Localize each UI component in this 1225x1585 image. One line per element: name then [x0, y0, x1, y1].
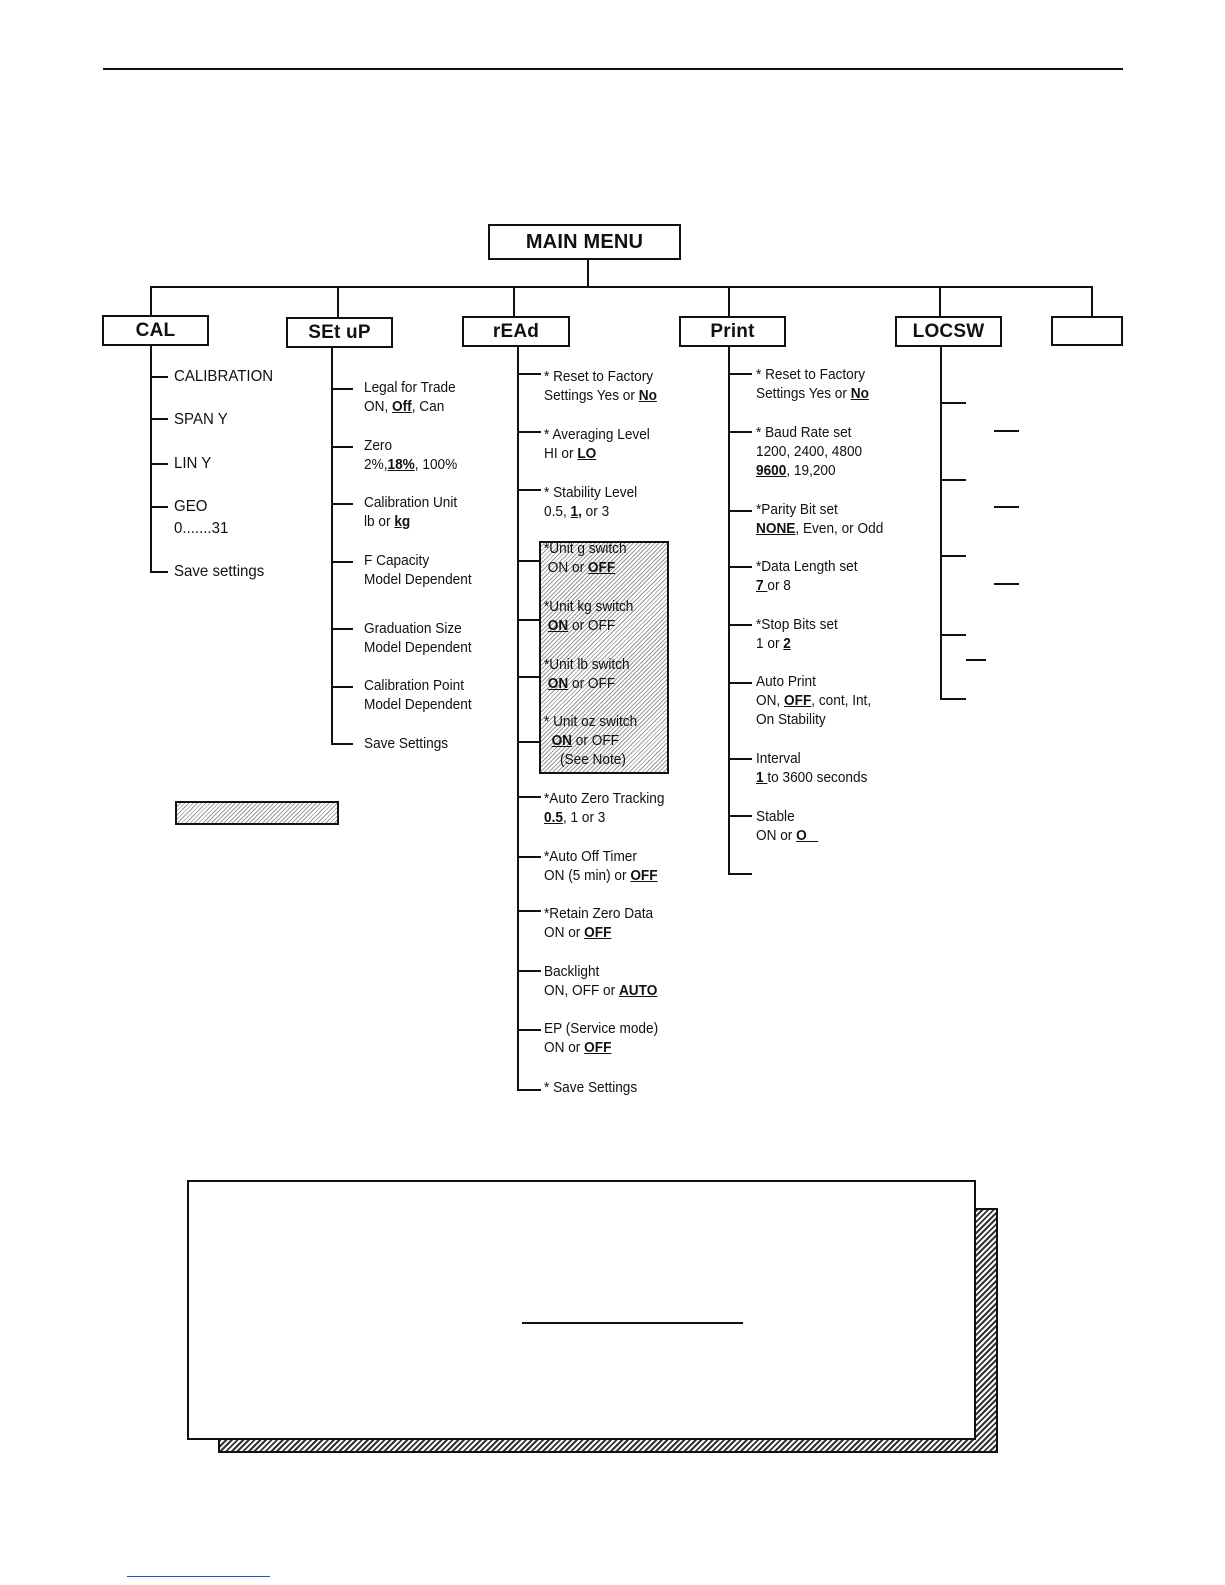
- setup-item: Calibration Point Model Dependent: [364, 678, 472, 713]
- main-bus: [150, 286, 1093, 288]
- cal-item: GEO: [174, 498, 208, 515]
- footnote-rule: [127, 1576, 270, 1577]
- locsw-underline: [994, 583, 1019, 585]
- print-label: Print: [710, 320, 755, 342]
- cal-tick: [150, 506, 168, 508]
- print-spine: [728, 347, 730, 874]
- setup-tick: [331, 446, 353, 448]
- print-tick: [728, 758, 752, 760]
- setup-item: Calibration Unit lb or kg: [364, 495, 458, 530]
- setup-tick: [331, 503, 353, 505]
- read-tick: [517, 1029, 541, 1031]
- setup-label: SEt uP: [308, 321, 371, 343]
- read-item: *Unit lb switch ON or OFF: [544, 657, 630, 692]
- cal-item: 0.......31: [174, 520, 229, 537]
- read-tick: [517, 741, 541, 743]
- setup-item: F Capacity Model Dependent: [364, 553, 472, 588]
- cal-tick: [150, 463, 168, 465]
- read-tick: [517, 856, 541, 858]
- print-tick: [728, 510, 752, 512]
- drop-print: [728, 286, 730, 316]
- print-box: [679, 316, 786, 347]
- print-tick: [728, 624, 752, 626]
- read-item: * Save Settings: [544, 1080, 638, 1096]
- cal-tick: [150, 571, 168, 573]
- read-item: *Retain Zero Data ON or OFF: [544, 906, 654, 941]
- locsw-label: LOCSW: [912, 320, 985, 342]
- locsw-underline: [994, 430, 1019, 432]
- top-rule: [103, 68, 1123, 70]
- cal-tick: [150, 376, 168, 378]
- cal-box: [102, 315, 209, 346]
- locsw-tick: [940, 402, 966, 404]
- cal-item: CALIBRATION: [174, 368, 274, 385]
- setup-tick: [331, 388, 353, 390]
- extra-box: [1051, 316, 1123, 346]
- locsw-spine: [940, 347, 942, 699]
- setup-spine: [331, 348, 333, 744]
- setup-item: Legal for Trade ON, Off, Can: [364, 380, 456, 415]
- print-item: Interval 1 to 3600 seconds: [756, 751, 868, 786]
- locsw-underline: [994, 506, 1019, 508]
- locsw-tick: [940, 634, 966, 636]
- setup-box: [286, 317, 393, 348]
- print-item: *Data Length set 7 or 8: [756, 559, 858, 594]
- note-underline: [522, 1322, 743, 1324]
- setup-tick: [331, 686, 353, 688]
- drop-extra: [1091, 286, 1093, 316]
- drop-locsw: [939, 286, 941, 316]
- read-tick: [517, 910, 541, 912]
- read-item: * Reset to Factory Settings Yes or No: [544, 369, 657, 404]
- locsw-tick: [940, 479, 966, 481]
- main-stem: [587, 260, 589, 287]
- read-tick: [517, 796, 541, 798]
- locsw-tick: [940, 555, 966, 557]
- print-tick: [728, 373, 752, 375]
- cal-item: Save settings: [174, 563, 265, 580]
- main-menu-box: [488, 224, 681, 260]
- print-item: Auto Print ON, OFF, cont, Int, On Stability: [756, 674, 872, 728]
- read-tick: [517, 560, 541, 562]
- read-item: *Unit kg switch ON or OFF: [544, 599, 634, 634]
- read-item: *Auto Zero Tracking 0.5, 1 or 3: [544, 791, 665, 826]
- locsw-underline: [966, 659, 986, 661]
- legend-hatch-swatch: [175, 801, 339, 825]
- setup-item: Zero 2%,18%, 100%: [364, 438, 458, 473]
- read-tick: [517, 431, 541, 433]
- print-tick: [728, 682, 752, 684]
- read-label: rEAd: [492, 320, 540, 342]
- print-item: * Reset to Factory Settings Yes or No: [756, 367, 869, 402]
- cal-item: SPAN Y: [174, 411, 228, 428]
- print-tick: [728, 815, 752, 817]
- cal-tick: [150, 418, 168, 420]
- note-box: [187, 1180, 976, 1440]
- read-tick: [517, 489, 541, 491]
- locsw-box: [895, 316, 1002, 347]
- read-tick: [517, 970, 541, 972]
- read-spine: [517, 347, 519, 1091]
- setup-item: Graduation Size Model Dependent: [364, 621, 472, 656]
- read-tick: [517, 619, 541, 621]
- read-box: [462, 316, 570, 347]
- main-menu-label: MAIN MENU: [525, 230, 644, 253]
- read-item: *Unit g switch ON or OFF: [544, 541, 627, 576]
- print-tick: [728, 431, 752, 433]
- locsw-tick: [940, 698, 966, 700]
- print-item: Stable ON or O: [756, 809, 819, 844]
- read-item: Backlight ON, OFF or AUTO: [544, 964, 658, 999]
- print-item: *Stop Bits set 1 or 2: [756, 617, 838, 652]
- drop-setup: [337, 286, 339, 318]
- setup-tick: [331, 743, 353, 745]
- read-tick: [517, 676, 541, 678]
- drop-cal: [150, 286, 152, 316]
- print-item: * Baud Rate set 1200, 2400, 4800 9600, 19,200: [756, 425, 863, 479]
- read-tick: [517, 373, 541, 375]
- read-item: * Averaging Level HI or LO: [544, 427, 650, 462]
- setup-tick: [331, 628, 353, 630]
- read-item: EP (Service mode) ON or OFF: [544, 1021, 659, 1056]
- drop-read: [513, 286, 515, 316]
- print-item: *Parity Bit set NONE, Even, or Odd: [756, 502, 884, 537]
- read-tick: [517, 1089, 541, 1091]
- print-tick: [728, 566, 752, 568]
- read-item: * Unit oz switch ON or OFF (See Note): [544, 714, 638, 768]
- setup-tick: [331, 561, 353, 563]
- cal-item: LIN Y: [174, 455, 212, 472]
- read-item: *Auto Off Timer ON (5 min) or OFF: [544, 849, 658, 884]
- cal-spine: [150, 346, 152, 572]
- cal-label: CAL: [135, 319, 176, 341]
- print-tick: [728, 873, 752, 875]
- setup-item: Save Settings: [364, 736, 449, 752]
- read-item: * Stability Level 0.5, 1, or 3: [544, 485, 638, 520]
